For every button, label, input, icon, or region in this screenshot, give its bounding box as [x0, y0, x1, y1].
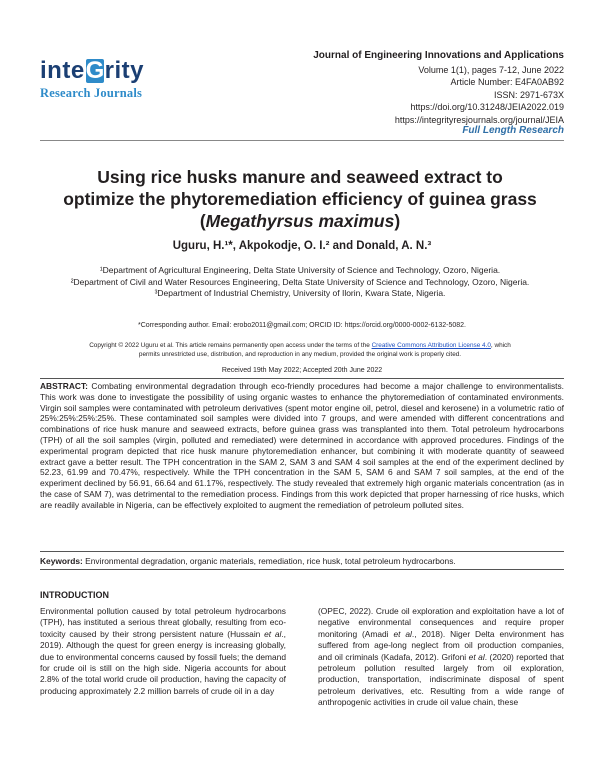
- logo-subtitle: Research Journals: [40, 86, 143, 100]
- authors: Uguru, H.¹*, Akpokodje, O. I.² and Donald, A. N.³: [172, 240, 432, 252]
- logo-wordmark: inteGrity: [40, 57, 145, 84]
- journal-logo: [40, 56, 180, 106]
- journal-title: Journal of Engineering Innovations and Applications: [313, 50, 564, 61]
- journal-url-link[interactable]: https://integrityresjournals.org/journal/JEIA: [394, 114, 564, 125]
- abstract-top-divider: [40, 378, 564, 379]
- abstract-bottom-divider: [40, 551, 564, 552]
- abstract-label: ABSTRACT:: [40, 381, 88, 391]
- keywords-text: Environmental degradation, organic materials, remediation, rice husk, total petroleum hydrocarbons.: [82, 556, 456, 566]
- keywords-divider: [40, 569, 564, 570]
- affiliation-3: ³Department of Industrial Chemistry, University of Ilorin, Kwara State, Nigeria.: [154, 288, 446, 298]
- affiliation-2: ²Department of Civil and Water Resources Engineering, Delta State University of Science and Technology, Ozoro, Nigeria.: [70, 276, 530, 287]
- received-dates: Received 19th May 2022; Accepted 20th June 2022: [221, 367, 383, 374]
- affiliations: [62, 265, 538, 300]
- affiliation-1: ¹Department of Agricultural Engineering, Delta State University of Science and Technology, Ozoro, Nigeria.: [99, 265, 501, 275]
- issn: ISSN: 2971-673X: [493, 89, 564, 100]
- corresponding-author: *Corresponding author. Email: erobo2011@gmail.com; ORCID ID: https://orcid.org/0000-0002-6132-5082.: [138, 322, 466, 329]
- license-link[interactable]: Creative Commons Attribution License 4.0: [371, 342, 491, 349]
- copyright-notice: Copyright © 2022 Uguru et al. This article remains permanently open access under the terms of the Creative Commons Attribution License 4.0, which permits unrestricted use, distribution, and reproduction in any medium, provided the original work is properly cited.: [89, 342, 511, 358]
- keywords: [40, 556, 564, 566]
- section-heading-introduction: INTRODUCTION: [40, 590, 109, 600]
- abstract-text: Combating environmental degradation through eco-friendly procedures had become a major challenge to environmentalists. This work was done to investigate the possibility of using organic wastes to enhance the phytoremediation of contaminated environments. Virgin soil samples were contaminated with petroleum derivatives (spent motor engine oil, petrol, diesel and kerosene) in a volumetric ratio of 25%:25%:25%:25%. These contaminated soil samples were divided into 7 groups, and were amended with different concentrations and combinations of rice husk manure and seaweed extracts, before guinea grass was transplanted into them. Total petroleum hydrocarbons (TPH) of all the soil samples (virgin, polluted and remediated) were determined in accordance with approved procedures. Findings of the experimental program depicted that rice husk manure phytoremediation enhancer, but combining it with moderate quantity of seaweed extract gave a better result. The TPH concentration in the SAM 2, SAM 3 and SAM 4 soil samples at the end of the experiment declined by 52.23, 61.99 and 70.47%, respectively. While the TPH concentration in the SAM 5, SAM 6 and SAM 7 soil samples, at the end of the experiment declined by 56.91, 66.64 and 61.17%, respectively. The study revealed that extremely high organic materials concentration (as in the case of SAM 7), was detrimental to the remediation process. Findings from this work depicted that proper harnessing of rice husks, which are readily available in Nigeria, can be effectively exploited to augment the remediation of petroleum polluted sites.: [40, 381, 564, 510]
- journal-info: [313, 50, 564, 127]
- journal-volume: Volume 1(1), pages 7-12, June 2022: [418, 64, 564, 75]
- keywords-label: Keywords:: [40, 556, 83, 566]
- paper-title: Using rice husks manure and seaweed extract to optimize the phytoremediation efficiency of guinea grass (Megathyrsus maximus): [63, 167, 537, 231]
- species-name: Megathyrsus maximus: [205, 211, 395, 231]
- article-type: Full Length Research: [462, 125, 564, 136]
- intro-column-right: (OPEC, 2022). Crude oil exploration and exploitation have a lot of negative environmental consequences and require proper monitoring (Amadi et al., 2018). Niger Delta environment has suffered from age-long neglect from oil production companies, and oil criminals (Kadafa, 2012). Grifoni et al. (2020) reported that petroleum pollution resulted largely from oil exploration, production, transportation, indiscriminate disposal of spent petroleum derivatives, etc. Resulting from a wide range of anthropogenic activities in crude oil value chain, these: [318, 606, 564, 708]
- doi-link[interactable]: https://doi.org/10.31248/JEIA2022.019: [410, 102, 564, 113]
- logo-g-box: G: [85, 57, 105, 84]
- header-divider: [40, 140, 564, 141]
- intro-column-left: Environmental pollution caused by total petroleum hydrocarbons (TPH), has instituted a serious threat globally, resulting from eco-toxicity caused by their strong persistent nature (Hussain et al., 2019). Although the quest for green energy is increasing globally, due to environmental concerns caused by fossil fuels; the demand for crude oil is still on the high side. Nigeria accounts for about 2.8% of the total world crude oil production, having the capacity of producing approximately 2.2 million barrels of crude oil in a day: [40, 606, 286, 696]
- article-number: Article Number: E4FA0AB92: [450, 77, 564, 88]
- abstract: [40, 381, 564, 511]
